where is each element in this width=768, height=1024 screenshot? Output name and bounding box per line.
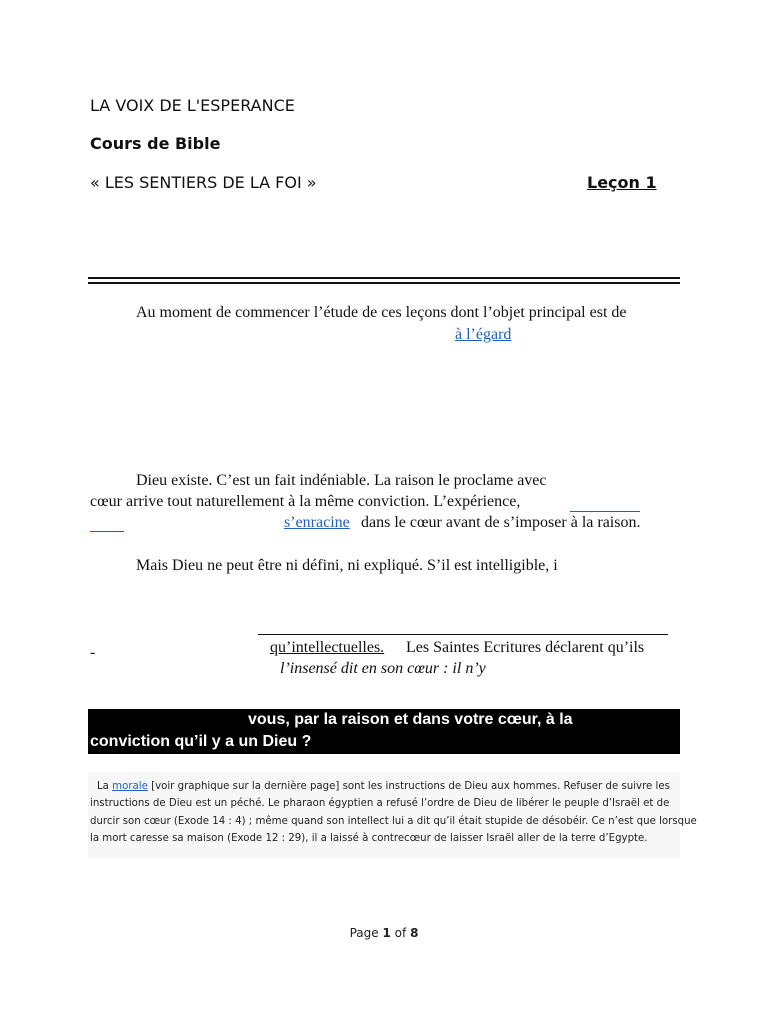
- paragraph-2-line-2: cœur arrive tout naturellement à la même conviction. L’expérience,: [90, 493, 521, 510]
- org-title: LA VOIX DE L'ESPERANCE: [90, 96, 295, 115]
- paragraph-4-rest: Les Saintes Ecritures déclarent qu’ils: [406, 639, 645, 656]
- link-a-legard[interactable]: à l’égard: [455, 326, 512, 343]
- footnote: [88, 772, 697, 858]
- footnote-line-1-rest: [voir graphique sur la dernière page] sont les instructions de Dieu aux hommes. Refuser de suivre les: [151, 781, 670, 792]
- blank-underline-1: [570, 511, 640, 512]
- page-label: Page: [349, 926, 379, 940]
- link-senracine[interactable]: s’enracine: [284, 514, 350, 531]
- question-bar: [88, 709, 680, 754]
- paragraph-2-line-1: Dieu existe. C’est un fait indéniable. La raison le proclame avec: [136, 472, 547, 489]
- separator-top: [88, 277, 680, 279]
- page-current: 1: [382, 926, 391, 940]
- question-line-2: conviction qu’il y a un Dieu ?: [90, 733, 312, 750]
- page-total: 8: [410, 926, 419, 940]
- link-morale[interactable]: morale: [112, 781, 148, 792]
- paragraph-4-underlined: qu’intellectuelles.: [270, 639, 385, 656]
- separator-bottom: [88, 282, 680, 284]
- lesson-number: Leçon 1: [587, 173, 657, 192]
- footnote-line-3: durcir son cœur (Exode 14 : 4) ; même quand son intellect lui a dit qu’il était stupide de désobéir. Ce n’est que lorsque: [90, 816, 697, 827]
- course-title: Cours de Bible: [90, 134, 221, 153]
- footnote-line-4: la mort caresse sa maison (Exode 12 : 29), il a laissé à contrecœur de laisser Israël aller de la terre d’Egypte.: [90, 833, 648, 844]
- page-number: [0, 926, 768, 940]
- paragraph-4-italic: l’insensé dit en son cœur : il n’y: [280, 660, 486, 677]
- footnote-line-1: [90, 781, 670, 792]
- paragraph-3-line-1: Mais Dieu ne peut être ni défini, ni expliqué. S’il est intelligible, i: [136, 557, 558, 574]
- question-line-1: vous, par la raison et dans votre cœur, à la: [248, 711, 573, 728]
- paragraph-1-line-1: Au moment de commencer l’étude de ces leçons dont l’objet principal est de: [136, 304, 627, 321]
- series-title: « LES SENTIERS DE LA FOI »: [90, 173, 317, 192]
- paragraph-2-line-3: dans le cœur avant de s’imposer à la raison.: [361, 514, 641, 531]
- rule-above-paragraph-4: [258, 634, 668, 635]
- footnote-prefix: La: [97, 781, 109, 792]
- page-of: of: [394, 926, 407, 940]
- blank-underline-2: [90, 531, 124, 532]
- footnote-line-2: instructions de Dieu est un péché. Le pharaon égyptien a refusé l’ordre de Dieu de libérer le peuple d’Israël et de: [90, 798, 670, 809]
- dash-mark: -: [90, 644, 96, 661]
